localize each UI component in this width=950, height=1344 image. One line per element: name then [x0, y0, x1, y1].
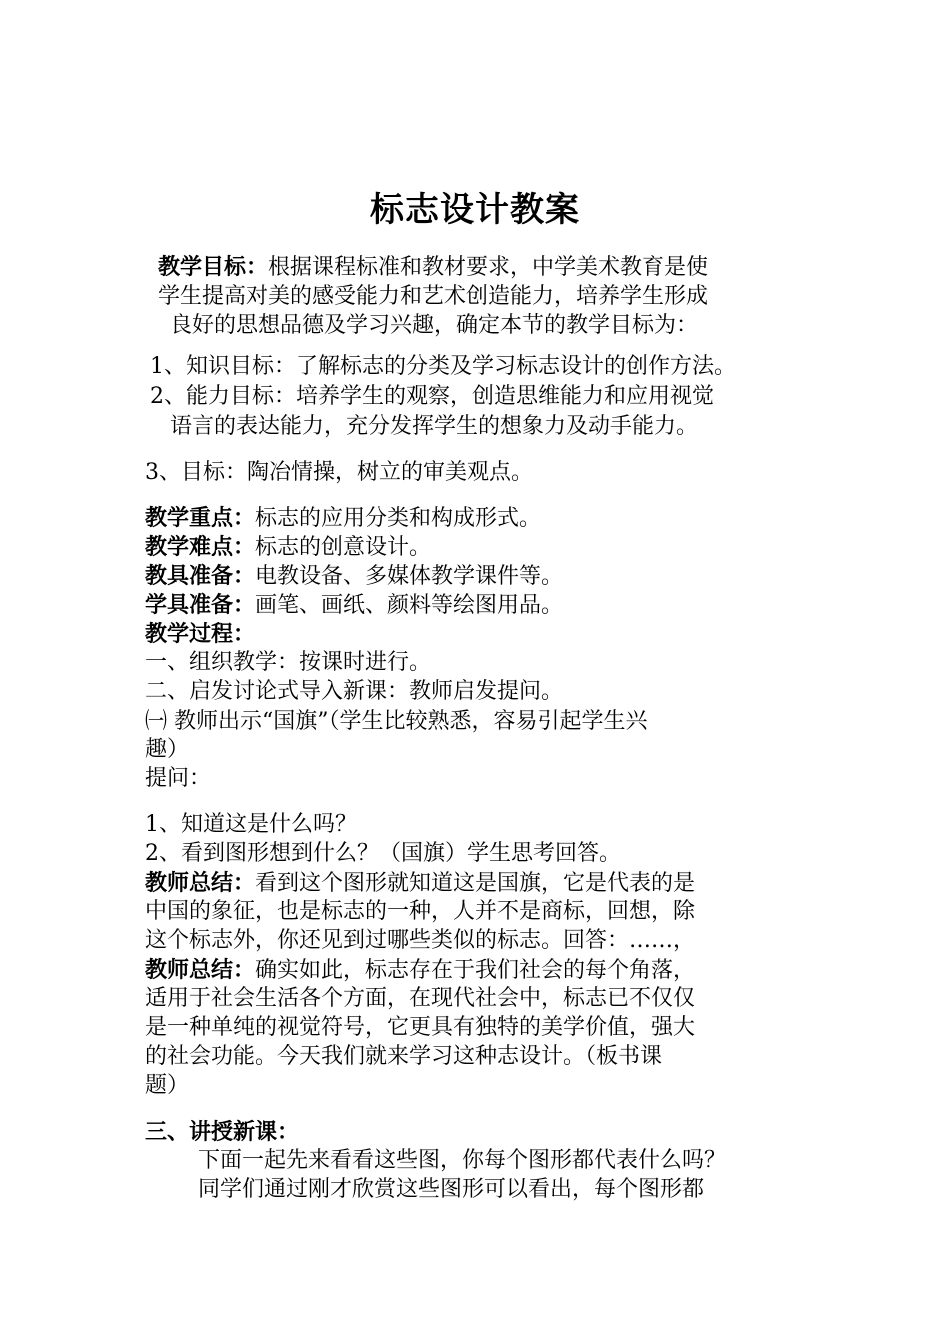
summary-2-line-5: 题） [145, 1073, 190, 1098]
section-3-line-1: 下面一起先来看看这些图，你每个图形都代表什么吗？ [198, 1148, 727, 1173]
summary-2-line-4: 的社会功能。今天我们就来学习这种志设计。（板书课 [145, 1044, 663, 1069]
intro-label: 教学目标： [158, 254, 269, 280]
document-title: 标志设计教案 [370, 190, 580, 230]
process-heading: 教学过程： [145, 621, 256, 647]
section-3-line-2: 同学们通过刚才欣赏这些图形可以看出，每个图形都 [198, 1177, 705, 1202]
goal-1: 1、知识目标：了解标志的分类及学习标志设计的创作方法。 [150, 354, 736, 379]
intro-line-1: 教学目标：根据课程标准和教材要求，中学美术教育是使 [158, 254, 709, 280]
summary-1-line-1: 教师总结：看到这个图形就知道这是国旗，它是代表的是 [145, 870, 696, 896]
question-1: 1、知道这是什么吗？ [145, 812, 357, 837]
question-2: 2、看到图形想到什么？（国旗）学生思考回答。 [145, 841, 621, 866]
goal-2: 2、能力目标：培养学生的观察，创造思维能力和应用视觉 [150, 384, 714, 409]
intro-line-2: 学生提高对美的感受能力和艺术创造能力，培养学生形成 [158, 284, 709, 309]
summary-1-line-2: 中国的象征，也是标志的一种，人并不是商标，回想，除 [145, 899, 696, 924]
goal-3: 3、目标：陶冶情操，树立的审美观点。 [145, 460, 533, 485]
key-point: 教学重点：标志的应用分类和构成形式。 [145, 505, 542, 531]
summary-2-line-2: 适用于社会生活各个方面，在现代社会中，标志已不仅仅 [145, 986, 696, 1011]
student-tools: 学具准备：画笔、画纸、颜料等绘图用品。 [145, 592, 564, 618]
summary-2-line-3: 是一种单纯的视觉符号，它更具有独特的美学价值，强大 [145, 1015, 696, 1040]
section-3-heading: 三、讲授新课： [145, 1119, 300, 1145]
teaching-tools: 教具准备：电教设备、多媒体教学课件等。 [145, 563, 564, 589]
intro-line-3: 良好的思想品德及学习兴趣，确定本节的教学目标为： [170, 313, 699, 338]
step-3-cont: 趣） [145, 737, 190, 762]
step-2: 二、启发讨论式导入新课：教师启发提问。 [145, 679, 564, 704]
summary-2-line-1: 教师总结：确实如此，标志存在于我们社会的每个角落， [145, 957, 696, 983]
difficulty: 教学难点：标志的创意设计。 [145, 534, 432, 560]
step-3: ㈠ 教师出示“国旗”（学生比较熟悉，容易引起学生兴 [145, 709, 648, 734]
ask-label: 提问： [145, 766, 212, 791]
goal-2-cont: 语言的表达能力，充分发挥学生的想象力及动手能力。 [170, 414, 699, 439]
summary-1-line-3: 这个标志外，你还见到过哪些类似的标志。回答：……， [145, 928, 696, 953]
step-1: 一、组织教学：按课时进行。 [145, 650, 432, 675]
